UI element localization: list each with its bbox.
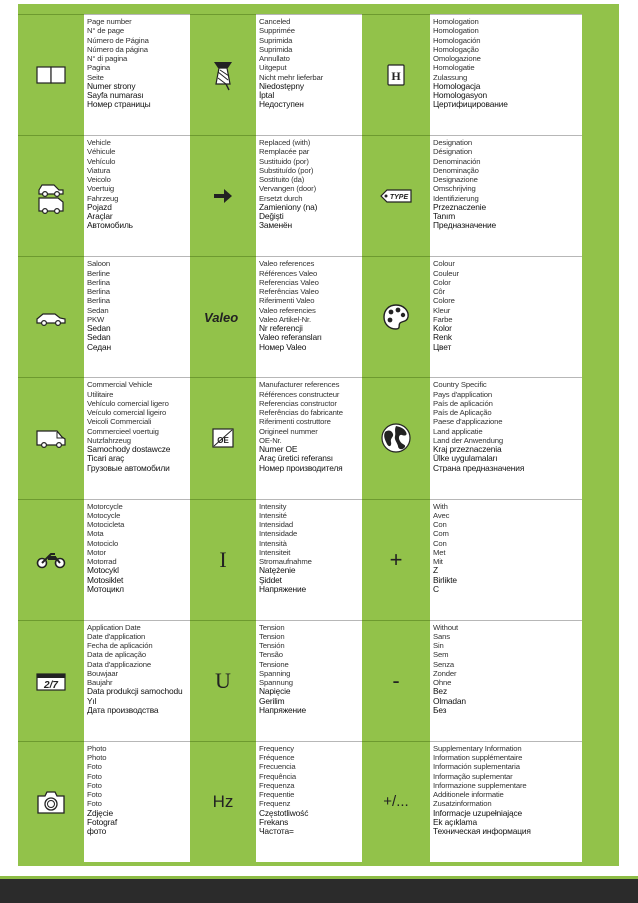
translation-line: Information supplémentaire (433, 753, 523, 762)
translation-line: Références constructeur (259, 389, 340, 399)
translation-line: Przeznaczenie (433, 201, 486, 212)
translation-line: Origineel nummer (259, 426, 318, 436)
translation-line: OE-Nr. (259, 435, 282, 445)
translation-line: Denominación (433, 156, 481, 166)
translation-line: Numer strony (87, 80, 136, 91)
translation-line: Referências do fabricante (259, 408, 343, 418)
translation-line: With (433, 501, 448, 511)
translation-line: Referencias constructor (259, 398, 337, 408)
page-number-icon (18, 14, 84, 135)
camera-photo-icon (18, 741, 84, 862)
intensity-icon: I (190, 499, 256, 620)
translation-line: Met (433, 547, 446, 557)
translation-line: Informazione supplementare (433, 780, 527, 790)
translation-line: Цертифицирование (433, 99, 508, 110)
translation-list (430, 14, 582, 135)
translation-line: Заменён (259, 220, 292, 231)
svg-text:2/7: 2/7 (44, 679, 58, 691)
translation-line: Seite (87, 72, 104, 82)
translation-line: Utilitaire (87, 389, 114, 399)
translation-list (84, 741, 190, 862)
translation-line: Ersetzt durch (259, 193, 303, 203)
translation-line: Tanım (433, 211, 456, 222)
translation-line: Informação suplementar (433, 771, 513, 781)
translation-line: Berline (87, 268, 110, 278)
translation-line: Motocicleta (87, 520, 125, 529)
translation-line: Tensión (259, 641, 285, 651)
translation-line: Kleur (433, 305, 451, 315)
translation-line: Fecha de aplicación (87, 641, 153, 651)
translation-line: Stromaufnahme (259, 557, 312, 566)
translation-line: Homologasyon (433, 90, 488, 100)
translation-line: Nr referencji (259, 323, 303, 333)
translation-line: Canceled (259, 17, 291, 26)
translation-line: Intensité (259, 510, 287, 520)
translation-line: Veicoli Commerciali (87, 417, 152, 427)
translation-line: Sedan (87, 305, 109, 315)
translation-line: Colore (433, 296, 455, 306)
translation-line: Additionele informatie (433, 790, 504, 799)
translation-line: Motocycle (87, 510, 121, 520)
translation-line: Suprimida (259, 44, 293, 54)
translation-line: Мотоцикл (87, 583, 124, 594)
translation-line: Application Date (87, 622, 141, 632)
translation-line: Senza (433, 659, 455, 669)
translation-line: Предназначение (433, 220, 497, 231)
translation-line: Motorrad (87, 557, 117, 566)
translation-line: Data d'applicazione (87, 659, 152, 669)
translation-line: Fotograf (87, 816, 117, 827)
translation-line: Omschrijving (433, 184, 476, 194)
translation-line: País de Aplicação (433, 408, 492, 418)
translation-line: Omologazione (433, 54, 481, 63)
translation-line: Informacje uzupełniające (433, 807, 523, 818)
translation-line: Tension (259, 631, 285, 641)
translation-line: Ek açıklama (433, 816, 477, 827)
translation-line: Replaced (with) (259, 138, 311, 148)
translation-line: Zamieniony (na) (259, 201, 318, 212)
translation-line: Sustituido (por) (259, 156, 309, 166)
translation-line: Photo (87, 743, 107, 753)
svg-text:OE: OE (217, 436, 229, 446)
translation-line: Motorcycle (87, 501, 123, 511)
translation-list (430, 620, 582, 741)
translation-line: Değişti (259, 211, 284, 222)
oe-manufacturer-icon (190, 377, 256, 498)
translation-line: Intensidad (259, 520, 293, 529)
translation-line: Frequency (259, 743, 294, 753)
translation-line: Referencias Valeo (259, 277, 319, 287)
motorcycle-icon (18, 499, 84, 620)
translation-line: Zonder (433, 668, 457, 678)
translation-line: Valeo references (259, 259, 315, 269)
translation-line: Седан (87, 341, 111, 352)
colour-palette-icon (362, 256, 430, 377)
translation-line: Страна предназначения (433, 462, 525, 473)
translation-line: Yıl (87, 695, 97, 706)
translation-line: Ülke uygulamaları (433, 453, 498, 464)
translation-line: Olmadan (433, 695, 466, 706)
translation-line: Paese d'applicazione (433, 417, 503, 427)
translation-line: Недоступен (259, 99, 304, 110)
translation-line: Sedan (87, 323, 111, 333)
translation-line: Bouwjaar (87, 668, 118, 678)
translation-line: Zulassung (433, 72, 468, 82)
svg-text:Valeo: Valeo (204, 310, 239, 326)
translation-line: Berlina (87, 287, 110, 296)
calendar-date-icon (18, 620, 84, 741)
translation-line: Natężenie (259, 565, 296, 576)
translation-line: Valeo referencies (259, 305, 316, 315)
translation-line: Pagina (87, 63, 111, 73)
translation-line: Côr (433, 287, 445, 296)
translation-line: Birlikte (433, 574, 457, 585)
translation-line: Frequenza (259, 780, 295, 790)
translation-line: Saloon (87, 259, 111, 269)
translation-line: Colour (433, 259, 455, 269)
translation-line: Pays d'application (433, 389, 493, 399)
translation-line: Motociclo (87, 538, 119, 548)
translation-line: Intensità (259, 538, 287, 548)
translation-list (430, 135, 582, 256)
translation-line: Tensione (259, 659, 289, 669)
translation-line: Motosiklet (87, 574, 124, 585)
legend-grid (18, 14, 582, 862)
translation-line: Nutzfahrzeug (87, 435, 131, 445)
translation-line: Intensiteit (259, 547, 291, 557)
translation-line: Date d'application (87, 631, 146, 641)
translation-line: Substituído (por) (259, 165, 314, 175)
translation-line: Kolor (433, 323, 452, 333)
translation-line: Napięcie (259, 686, 291, 697)
translation-line: Ticari araç (87, 453, 125, 464)
translation-line: N° di pagina (87, 54, 128, 63)
translation-line: Pojazd (87, 201, 112, 212)
translation-line: Viatura (87, 165, 111, 175)
translation-line: Supprimée (259, 26, 295, 36)
translation-line: Zusatzinformation (433, 799, 492, 809)
translation-list (84, 256, 190, 377)
translation-line: Sayfa numarası (87, 90, 144, 100)
translation-line: Homologation (433, 17, 479, 26)
translation-line: Land der Anwendung (433, 435, 503, 445)
translation-line: Véhicule (87, 147, 116, 157)
translation-line: Mit (433, 557, 443, 566)
translation-line: Color (433, 277, 451, 287)
translation-line: Designazione (433, 175, 478, 185)
translation-line: Identifizierung (433, 193, 479, 203)
translation-line: Referências Valeo (259, 287, 319, 296)
translation-line: País de aplicación (433, 398, 493, 408)
translation-line: Częstotliwość (259, 807, 309, 818)
plus-icon: + (362, 499, 430, 620)
translation-line: Fréquence (259, 753, 295, 762)
translation-line: Gerilim (259, 695, 285, 706)
translation-line: Homologatie (433, 63, 475, 73)
translation-line: Veículo comercial ligeiro (87, 408, 167, 418)
translation-list (256, 499, 362, 620)
translation-line: Sans (433, 631, 450, 641)
translation-line: Грузовые автомобили (87, 462, 170, 473)
translation-list (430, 377, 582, 498)
translation-line: Valeo referansları (259, 332, 322, 343)
supplementary-info-icon: +/... (362, 741, 430, 862)
translation-line: Veicolo (87, 175, 111, 185)
translation-line: Voertuig (87, 184, 115, 194)
translation-line: Vehículo comercial ligero (87, 398, 169, 408)
translation-line: Номер страницы (87, 99, 151, 110)
translation-line: Avec (433, 510, 450, 520)
translation-line: Berlina (87, 296, 110, 306)
translation-line: Şiddet (259, 574, 282, 585)
svg-text:TYPE: TYPE (389, 194, 409, 202)
translation-line: Baujahr (87, 678, 113, 688)
translation-line: Annullato (259, 54, 290, 63)
translation-line: Información suplementaria (433, 762, 520, 772)
globe-country-icon (362, 377, 430, 498)
translation-list (256, 620, 362, 741)
translation-line: Supplementary Information (433, 743, 522, 753)
translation-line: Désignation (433, 147, 472, 157)
translation-line: Araçlar (87, 211, 113, 222)
translation-list (256, 377, 362, 498)
translation-list (430, 499, 582, 620)
translation-line: Data produkcji samochodu (87, 686, 183, 697)
translation-line: Com (433, 529, 449, 539)
translation-line: Vervangen (door) (259, 184, 317, 194)
translation-line: Frequenz (259, 799, 291, 809)
translation-line: Напряжение (259, 583, 307, 594)
translation-line: Автомобиль (87, 220, 133, 231)
translation-line: Motor (87, 547, 106, 557)
translation-line: Напряжение (259, 704, 307, 715)
translation-line: Frequentie (259, 790, 295, 799)
translation-line: Частота= (259, 826, 294, 836)
translation-line: Valeo Artikel-Nr. (259, 314, 311, 324)
translation-line: Références Valeo (259, 268, 318, 278)
replaced-arrow-icon (190, 135, 256, 256)
translation-line: Country Specific (433, 380, 487, 390)
translation-line: Sostituito (da) (259, 175, 305, 185)
bottom-bar (0, 876, 638, 903)
translation-list (84, 14, 190, 135)
translation-line: Número de Página (87, 35, 149, 45)
homologation-icon (362, 14, 430, 135)
translation-line: Berlina (87, 277, 110, 287)
translation-line: Numer OE (259, 444, 298, 455)
translation-line: Con (433, 538, 447, 548)
frequency-icon: Hz (190, 741, 256, 862)
translation-line: Uitgeput (259, 63, 287, 73)
translation-line: Samochody dostawcze (87, 444, 171, 455)
translation-line: Sin (433, 641, 444, 651)
valeo-logo-icon (190, 256, 256, 377)
translation-line: Sem (433, 650, 449, 660)
translation-line: Vehículo (87, 156, 116, 166)
translation-list (430, 741, 582, 862)
commercial-van-icon (18, 377, 84, 498)
translation-list (84, 135, 190, 256)
minus-icon: - (362, 620, 430, 741)
translation-line: Couleur (433, 268, 459, 278)
translation-line: Z (433, 565, 438, 576)
translation-line: Ohne (433, 678, 452, 688)
svg-text:H: H (391, 69, 401, 84)
translation-line: Foto (87, 762, 102, 772)
translation-line: Дата производства (87, 704, 159, 715)
translation-line: Land applicatie (433, 426, 483, 436)
translation-list (256, 256, 362, 377)
translation-list (256, 135, 362, 256)
translation-line: Commercieel voertuig (87, 426, 159, 436)
translation-list (84, 499, 190, 620)
translation-line: Manufacturer references (259, 380, 340, 390)
translation-line: Номер производителя (259, 462, 343, 473)
translation-line: Fahrzeug (87, 193, 119, 203)
translation-line: Riferimenti Valeo (259, 296, 315, 306)
translation-line: Data de aplicação (87, 650, 146, 660)
translation-line: Araç üretici referansı (259, 453, 333, 464)
translation-line: Page number (87, 17, 132, 26)
tension-icon: U (190, 620, 256, 741)
translation-line: N° de page (87, 26, 125, 36)
translation-line: Spanning (259, 668, 291, 678)
canceled-broom-icon (190, 14, 256, 135)
vehicle-icon (18, 135, 84, 256)
translation-line: Техническая информация (433, 826, 531, 836)
translation-line: Intensidade (259, 529, 298, 539)
translation-line: Nicht mehr lieferbar (259, 72, 324, 82)
translation-line: фото (87, 826, 107, 836)
translation-line: Niedostępny (259, 80, 304, 91)
translation-line: Remplacée par (259, 147, 310, 157)
translation-line: Номер Valeo (259, 341, 307, 352)
translation-line: Foto (87, 780, 102, 790)
translation-line: Mota (87, 529, 104, 539)
translation-list (256, 14, 362, 135)
translation-line: Commercial Vehicle (87, 380, 153, 390)
translation-line: Frequência (259, 771, 296, 781)
translation-line: Tensão (259, 650, 283, 660)
translation-line: Número da página (87, 44, 148, 54)
translation-line: Foto (87, 771, 102, 781)
translation-line: Homologação (433, 44, 479, 54)
translation-line: Homologacja (433, 80, 481, 91)
translation-list (256, 741, 362, 862)
translation-line: Riferimenti costruttore (259, 417, 331, 427)
translation-line: С (433, 583, 439, 594)
translation-line: Без (433, 704, 447, 715)
translation-line: Intensity (259, 501, 287, 511)
translation-line: İptal (259, 90, 275, 100)
translation-line: Kraj przeznaczenia (433, 444, 502, 455)
translation-line: Цвет (433, 341, 452, 352)
translation-line: Foto (87, 790, 102, 799)
translation-line: Without (433, 622, 459, 632)
translation-line: Sedan (87, 332, 111, 343)
designation-type-tag-icon (362, 135, 430, 256)
translation-line: Frecuencia (259, 762, 296, 772)
translation-line: Foto (87, 799, 102, 809)
translation-line: Homologation (433, 26, 479, 36)
translation-line: Farbe (433, 314, 453, 324)
translation-list (84, 620, 190, 741)
translation-line: Spannung (259, 678, 293, 688)
translation-line: Tension (259, 622, 285, 632)
translation-list (84, 377, 190, 498)
translation-line: PKW (87, 314, 105, 324)
translation-line: Homologación (433, 35, 481, 45)
translation-line: Renk (433, 332, 452, 343)
translation-line: Motocykl (87, 565, 119, 576)
translation-line: Designation (433, 138, 472, 148)
translation-list (430, 256, 582, 377)
translation-line: Denominação (433, 165, 479, 175)
translation-line: Frekans (259, 816, 289, 827)
translation-line: Photo (87, 753, 107, 762)
translation-line: Vehicle (87, 138, 111, 148)
translation-line: Zdjęcie (87, 807, 113, 818)
translation-line: Con (433, 520, 447, 529)
saloon-car-icon (18, 256, 84, 377)
translation-line: Bez (433, 686, 447, 697)
translation-line: Suprimida (259, 35, 293, 45)
